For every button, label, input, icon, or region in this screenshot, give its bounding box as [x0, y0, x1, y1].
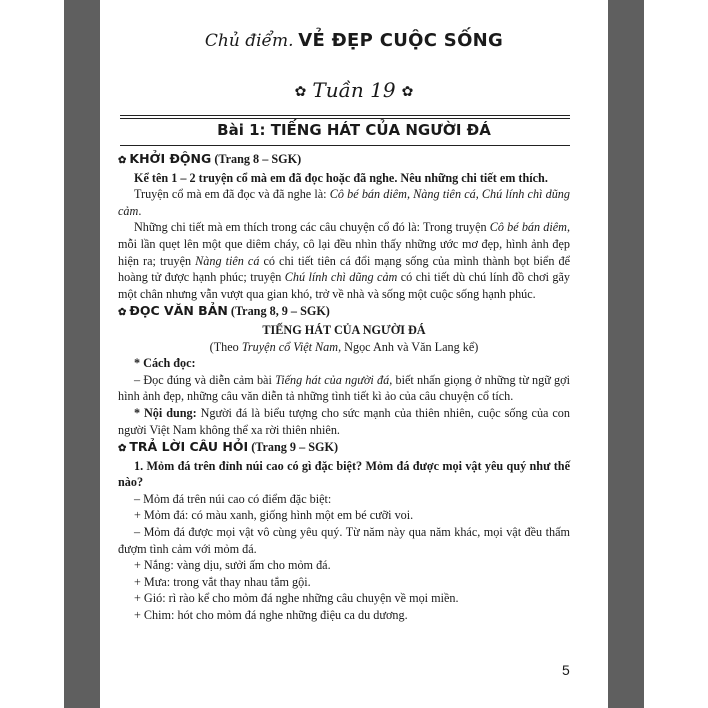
page-content	[118, 150, 570, 624]
week-header	[100, 78, 608, 102]
howto-text: – Đọc đúng và diễn cảm bài Tiếng hát của người đá, biết nhấn giọng ở những từ ngữ gợi hình ảnh đẹp, những câu văn diễn tả những tình tiết kì ảo của câu chuyện cổ tích.	[118, 372, 570, 404]
answer-line: + Mưa: trong vắt thay nhau tắm gội.	[134, 574, 311, 589]
lesson-title: Bài 1: TIẾNG HÁT CỦA NGƯỜI ĐÁ	[217, 121, 491, 139]
week-label: Tuần 19	[312, 78, 396, 102]
flower-icon: ✿	[401, 83, 414, 100]
book-page	[100, 0, 608, 708]
howto-label: * Cách đọc:	[134, 356, 196, 371]
content-summary: * Nội dung: Người đá là biểu tượng cho sức mạnh của thiên nhiên, cuộc sống của con người Việt Nam không thể xa rời thiên nhiên.	[118, 405, 570, 437]
answer-line: + Gió: rì rào kể cho mỏm đá nghe những câu chuyện về mọi miền.	[134, 591, 459, 606]
section-heading-warmup: ✿ KHỞI ĐỘNG (Trang 8 – SGK)	[118, 151, 302, 166]
topic-label: Chủ điểm.	[204, 31, 294, 51]
answer-line: + Nắng: vàng dịu, sưởi ấm cho mỏm đá.	[134, 558, 331, 573]
divider	[120, 118, 570, 119]
divider	[120, 145, 570, 146]
warmup-answer-2: Những chi tiết mà em thích trong các câu chuyện cổ đó là: Trong truyện Cô bé bán diêm, mỗi lần quẹt lên một que diêm cháy, cô lại đều nhìn thấy những ước mơ đẹp, hình ảnh đẹp hiện ra; truyện Nàng tiên cá có chi tiết tiên cá đổi mạng sống của mình thành bọt biển để hoàng tử được hạnh phúc; truyện Chú lính chì dũng cảm có chi tiết dù chú lính đồ chơi gãy một chân nhưng vẫn vượt qua gian khó, trở về nhà và sống một cuộc sống hạnh phúc.	[118, 220, 570, 301]
question-1: 1. Mỏm đá trên đỉnh núi cao có gì đặc biệt? Mỏm đá được mọi vật yêu quý như thế nào?	[118, 458, 570, 490]
answer-line: + Chim: hót cho mỏm đá nghe những điệu ca du dương.	[134, 608, 408, 623]
section-heading-answers: ✿ TRẢ LỜI CÂU HỎI (Trang 9 – SGK)	[118, 439, 339, 455]
flower-icon: ✿	[294, 83, 307, 100]
section-heading-reading: ✿ ĐỌC VĂN BẢN (Trang 8, 9 – SGK)	[118, 303, 330, 319]
flower-icon: ✿	[118, 443, 127, 455]
topic-header	[100, 30, 608, 52]
divider	[120, 115, 570, 116]
reading-source: (Theo Truyện cổ Việt Nam, Ngọc Anh và Văn Lang kể)	[209, 339, 479, 354]
answer-line: + Mỏm đá: có màu xanh, giống hình một em bé cưỡi voi.	[134, 508, 414, 523]
page-number: 5	[562, 662, 570, 678]
topic-title: VẺ ĐẸP CUỘC SỐNG	[298, 30, 504, 51]
answer-line: – Mỏm đá được mọi vật vô cùng yêu quý. Từ năm này qua năm khác, mọi vật đều thấm đượm tình cảm với mỏm đá.	[118, 525, 570, 556]
reading-text-title: TIẾNG HÁT CỦA NGƯỜI ĐÁ	[262, 322, 426, 337]
warmup-prompt: Kể tên 1 – 2 truyện cổ mà em đã đọc hoặc đã nghe. Nêu những chi tiết em thích.	[134, 170, 548, 185]
warmup-answer-1: Truyện cổ mà em đã đọc và đã nghe là: Cô bé bán diêm, Nàng tiên cá, Chú lính chì dũng cảm.	[118, 187, 570, 218]
answer-line: – Mỏm đá trên núi cao có điểm đặc biệt:	[134, 491, 332, 506]
flower-icon: ✿	[118, 155, 127, 166]
flower-icon: ✿	[118, 307, 127, 319]
